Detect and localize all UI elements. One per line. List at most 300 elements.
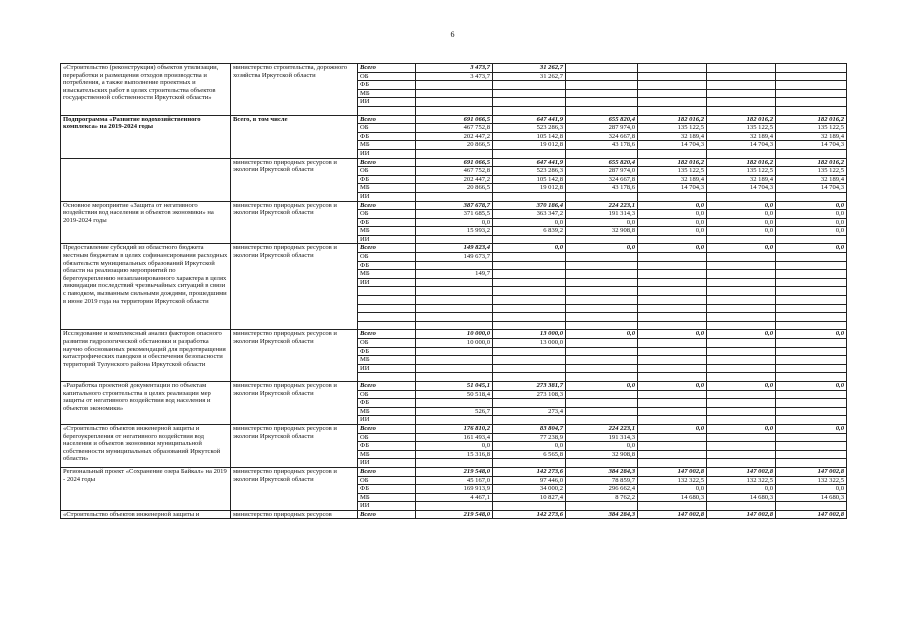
table-row — [61, 424, 847, 433]
amount-cell — [776, 347, 847, 356]
amount-cell: 0,0 — [776, 244, 847, 253]
funding-source: ФБ — [358, 81, 416, 90]
amount-cell — [638, 98, 707, 107]
amount-cell: 273 108,3 — [493, 390, 566, 399]
amount-cell: 0,0 — [707, 227, 776, 236]
amount-cell: 219 548,0 — [416, 467, 493, 476]
funding-source — [358, 373, 416, 382]
amount-cell: 0,0 — [707, 201, 776, 210]
amount-cell — [416, 81, 493, 90]
amount-cell — [776, 81, 847, 90]
amount-cell: 149,7 — [416, 270, 493, 279]
amount-cell: 142 273,6 — [493, 467, 566, 476]
amount-cell: 14 680,3 — [638, 493, 707, 502]
amount-cell — [776, 313, 847, 322]
funding-source: ИИ — [358, 364, 416, 373]
amount-cell — [493, 235, 566, 244]
activity-name: «Строительство объектов инженерной защиты и берегоукрепления от негативного воздействия вод населения и объектов экономики муниципальной собственности муниципальных образований Иркутской области» — [61, 424, 231, 467]
amount-cell — [776, 192, 847, 201]
amount-cell: 32 189,4 — [638, 175, 707, 184]
amount-cell — [776, 433, 847, 442]
amount-cell: 363 347,2 — [493, 210, 566, 219]
amount-cell — [566, 313, 638, 322]
amount-cell: 0,0 — [707, 330, 776, 339]
amount-cell: 191 314,3 — [566, 433, 638, 442]
amount-cell — [638, 89, 707, 98]
amount-cell — [566, 459, 638, 468]
amount-cell: 0,0 — [707, 244, 776, 253]
amount-cell — [707, 347, 776, 356]
amount-cell — [493, 278, 566, 287]
table-row — [61, 201, 847, 210]
amount-cell — [776, 390, 847, 399]
amount-cell — [566, 296, 638, 305]
amount-cell: 8 762,2 — [566, 493, 638, 502]
amount-cell — [776, 373, 847, 382]
amount-cell: 135 122,5 — [638, 167, 707, 176]
amount-cell: 0,0 — [776, 330, 847, 339]
activity-name: Региональный проект «Сохранение озера Байкал» на 2019 - 2024 годы — [61, 467, 231, 510]
amount-cell — [638, 321, 707, 330]
amount-cell — [566, 64, 638, 73]
amount-cell: 287 974,0 — [566, 167, 638, 176]
amount-cell — [707, 64, 776, 73]
amount-cell: 14 680,3 — [776, 493, 847, 502]
amount-cell — [638, 347, 707, 356]
amount-cell: 0,0 — [416, 218, 493, 227]
amount-cell — [416, 356, 493, 365]
amount-cell — [638, 149, 707, 158]
amount-cell: 0,0 — [638, 485, 707, 494]
amount-cell: 32 189,4 — [638, 132, 707, 141]
amount-cell — [638, 253, 707, 262]
amount-cell: 182 016,2 — [638, 115, 707, 124]
amount-cell: 202 447,2 — [416, 132, 493, 141]
funding-source: Всего — [358, 510, 416, 519]
table-row — [61, 244, 847, 253]
amount-cell — [566, 339, 638, 348]
amount-cell: 135 122,5 — [776, 124, 847, 133]
funding-source: ИИ — [358, 98, 416, 107]
amount-cell: 273,4 — [493, 407, 566, 416]
page-number: 6 — [450, 30, 455, 39]
amount-cell — [776, 304, 847, 313]
amount-cell — [638, 416, 707, 425]
amount-cell: 20 866,5 — [416, 184, 493, 193]
activity-name — [61, 158, 231, 201]
amount-cell — [566, 149, 638, 158]
amount-cell: 77 238,9 — [493, 433, 566, 442]
amount-cell: 147 002,8 — [776, 467, 847, 476]
amount-cell — [776, 72, 847, 81]
amount-cell: 169 913,9 — [416, 485, 493, 494]
amount-cell — [493, 81, 566, 90]
activity-name: «Строительство объектов инженерной защиты и — [61, 510, 231, 519]
amount-cell — [566, 287, 638, 296]
amount-cell: 50 518,4 — [416, 390, 493, 399]
funding-source: ОБ — [358, 339, 416, 348]
amount-cell: 132 322,5 — [707, 476, 776, 485]
table-row — [61, 467, 847, 476]
amount-cell: 105 142,8 — [493, 132, 566, 141]
amount-cell — [416, 347, 493, 356]
amount-cell — [776, 261, 847, 270]
amount-cell — [707, 407, 776, 416]
amount-cell: 14 704,3 — [638, 184, 707, 193]
amount-cell: 32 189,4 — [707, 132, 776, 141]
amount-cell — [566, 89, 638, 98]
amount-cell — [493, 347, 566, 356]
amount-cell — [707, 192, 776, 201]
amount-cell — [566, 253, 638, 262]
amount-cell: 13 000,0 — [493, 339, 566, 348]
funding-source — [358, 321, 416, 330]
amount-cell: 135 122,5 — [707, 124, 776, 133]
amount-cell — [776, 98, 847, 107]
amount-cell: 14 704,3 — [776, 141, 847, 150]
amount-cell: 3 473,7 — [416, 72, 493, 81]
amount-cell — [566, 390, 638, 399]
amount-cell — [776, 106, 847, 115]
amount-cell: 83 804,7 — [493, 424, 566, 433]
amount-cell — [416, 364, 493, 373]
amount-cell: 43 178,6 — [566, 184, 638, 193]
amount-cell: 20 866,5 — [416, 141, 493, 150]
amount-cell — [707, 235, 776, 244]
amount-cell: 14 704,3 — [707, 184, 776, 193]
amount-cell: 142 273,6 — [493, 510, 566, 519]
amount-cell: 691 066,5 — [416, 158, 493, 167]
amount-cell — [493, 106, 566, 115]
amount-cell: 0,0 — [707, 210, 776, 219]
amount-cell: 147 002,8 — [707, 467, 776, 476]
amount-cell: 14 704,3 — [638, 141, 707, 150]
amount-cell — [493, 296, 566, 305]
amount-cell — [566, 106, 638, 115]
funding-source: ФБ — [358, 485, 416, 494]
amount-cell — [776, 253, 847, 262]
funding-source: МБ — [358, 141, 416, 150]
amount-cell: 182 016,2 — [638, 158, 707, 167]
amount-cell: 147 002,8 — [638, 467, 707, 476]
amount-cell: 523 286,3 — [493, 124, 566, 133]
amount-cell: 31 262,7 — [493, 72, 566, 81]
funding-source — [358, 296, 416, 305]
table-row — [61, 381, 847, 390]
amount-cell — [707, 502, 776, 511]
amount-cell — [566, 356, 638, 365]
amount-cell — [493, 149, 566, 158]
amount-cell: 202 447,2 — [416, 175, 493, 184]
amount-cell — [707, 356, 776, 365]
amount-cell — [566, 321, 638, 330]
amount-cell: 149 823,4 — [416, 244, 493, 253]
amount-cell — [566, 373, 638, 382]
amount-cell: 655 820,4 — [566, 115, 638, 124]
amount-cell: 6 839,2 — [493, 227, 566, 236]
amount-cell: 387 678,7 — [416, 201, 493, 210]
amount-cell — [493, 270, 566, 279]
amount-cell — [638, 433, 707, 442]
amount-cell — [707, 416, 776, 425]
amount-cell — [638, 399, 707, 408]
amount-cell: 32 189,4 — [707, 175, 776, 184]
amount-cell — [707, 149, 776, 158]
executor: министерство строительства, дорожного хозяйства Иркутской области — [231, 64, 358, 116]
amount-cell: 691 066,5 — [416, 115, 493, 124]
amount-cell: 384 284,3 — [566, 467, 638, 476]
amount-cell — [638, 442, 707, 451]
amount-cell: 32 908,8 — [566, 227, 638, 236]
amount-cell: 132 322,5 — [776, 476, 847, 485]
amount-cell: 647 441,9 — [493, 158, 566, 167]
amount-cell — [776, 296, 847, 305]
amount-cell: 191 314,3 — [566, 210, 638, 219]
amount-cell — [493, 373, 566, 382]
amount-cell — [776, 278, 847, 287]
amount-cell — [776, 450, 847, 459]
amount-cell — [707, 313, 776, 322]
amount-cell: 182 016,2 — [707, 158, 776, 167]
amount-cell: 0,0 — [638, 227, 707, 236]
funding-source: ИИ — [358, 502, 416, 511]
executor: министерство природных ресурсов и экологии Иркутской области — [231, 381, 358, 424]
amount-cell — [638, 450, 707, 459]
amount-cell — [566, 347, 638, 356]
amount-cell — [707, 433, 776, 442]
amount-cell: 0,0 — [638, 210, 707, 219]
amount-cell: 10 000,0 — [416, 339, 493, 348]
amount-cell — [638, 278, 707, 287]
amount-cell — [566, 98, 638, 107]
activity-name: Предоставление субсидий из областного бюджета местным бюджетам в целях софинансирования расходных обязательств муниципальных образований Иркутской области на реализацию мероприятий по берегоукреплению незапланированного характера в целях ликвидации последствий чрезвычайных ситуаций в связи с паводком, вызванным сильными дождями, прошедшими в июне 2019 года на территории Иркутской области — [61, 244, 231, 330]
amount-cell — [707, 390, 776, 399]
executor: министерство природных ресурсов и экологии Иркутской области — [231, 467, 358, 510]
table-row — [61, 158, 847, 167]
amount-cell — [707, 450, 776, 459]
amount-cell — [638, 356, 707, 365]
amount-cell — [776, 149, 847, 158]
amount-cell — [416, 278, 493, 287]
amount-cell: 370 186,4 — [493, 201, 566, 210]
amount-cell: 15 993,2 — [416, 227, 493, 236]
amount-cell: 32 908,8 — [566, 450, 638, 459]
funding-source: ИИ — [358, 278, 416, 287]
amount-cell: 19 012,8 — [493, 141, 566, 150]
funding-source: ИИ — [358, 192, 416, 201]
amount-cell — [707, 106, 776, 115]
amount-cell — [638, 339, 707, 348]
amount-cell: 78 859,7 — [566, 476, 638, 485]
amount-cell — [493, 356, 566, 365]
amount-cell: 132 322,5 — [638, 476, 707, 485]
funding-source: ОБ — [358, 124, 416, 133]
amount-cell: 296 662,4 — [566, 485, 638, 494]
amount-cell — [707, 442, 776, 451]
funding-source: МБ — [358, 227, 416, 236]
amount-cell — [566, 364, 638, 373]
amount-cell: 324 667,8 — [566, 132, 638, 141]
funding-source: ОБ — [358, 476, 416, 485]
amount-cell — [776, 356, 847, 365]
amount-cell — [566, 261, 638, 270]
amount-cell: 0,0 — [638, 201, 707, 210]
funding-source: Всего — [358, 424, 416, 433]
amount-cell: 182 016,2 — [707, 115, 776, 124]
amount-cell: 149 673,7 — [416, 253, 493, 262]
amount-cell: 647 441,9 — [493, 115, 566, 124]
amount-cell — [707, 287, 776, 296]
amount-cell — [638, 64, 707, 73]
amount-cell — [707, 261, 776, 270]
amount-cell: 32 189,4 — [776, 132, 847, 141]
funding-source: Всего — [358, 467, 416, 476]
amount-cell: 0,0 — [493, 218, 566, 227]
funding-source: ОБ — [358, 390, 416, 399]
amount-cell — [566, 278, 638, 287]
amount-cell — [416, 235, 493, 244]
activity-name: Основное мероприятие «Защита от негативного воздействия вод населения и объектов экономики» на 2019-2024 годы — [61, 201, 231, 244]
funding-source: ОБ — [358, 253, 416, 262]
amount-cell — [707, 304, 776, 313]
amount-cell: 51 045,1 — [416, 381, 493, 390]
amount-cell: 14 704,3 — [707, 141, 776, 150]
amount-cell: 0,0 — [566, 442, 638, 451]
amount-cell — [493, 459, 566, 468]
amount-cell — [707, 270, 776, 279]
amount-cell — [638, 270, 707, 279]
amount-cell — [707, 89, 776, 98]
table-row — [61, 510, 847, 519]
funding-source: МБ — [358, 89, 416, 98]
table-row — [61, 115, 847, 124]
amount-cell: 13 000,0 — [493, 330, 566, 339]
executor: министерство природных ресурсов — [231, 510, 358, 519]
amount-cell: 135 122,5 — [776, 167, 847, 176]
activity-name: «Разработка проектной документации по объектам капитального строительства в целях реализации мер защиты от негативного воздействия вод населения и объектов экономики» — [61, 381, 231, 424]
amount-cell: 0,0 — [638, 424, 707, 433]
amount-cell: 0,0 — [707, 485, 776, 494]
amount-cell: 105 142,8 — [493, 175, 566, 184]
amount-cell: 384 284,3 — [566, 510, 638, 519]
amount-cell — [416, 313, 493, 322]
funding-source: ФБ — [358, 347, 416, 356]
funding-source — [358, 106, 416, 115]
funding-source: МБ — [358, 356, 416, 365]
amount-cell: 224 223,1 — [566, 201, 638, 210]
funding-source: Всего — [358, 381, 416, 390]
amount-cell: 655 820,4 — [566, 158, 638, 167]
funding-source: МБ — [358, 407, 416, 416]
funding-source: МБ — [358, 450, 416, 459]
amount-cell: 0,0 — [707, 218, 776, 227]
amount-cell: 10 827,4 — [493, 493, 566, 502]
amount-cell — [776, 270, 847, 279]
amount-cell — [416, 89, 493, 98]
amount-cell — [566, 399, 638, 408]
amount-cell — [776, 287, 847, 296]
amount-cell — [776, 416, 847, 425]
amount-cell: 176 810,2 — [416, 424, 493, 433]
amount-cell: 135 122,5 — [638, 124, 707, 133]
amount-cell: 10 000,0 — [416, 330, 493, 339]
amount-cell — [493, 304, 566, 313]
amount-cell — [416, 192, 493, 201]
amount-cell: 32 189,4 — [776, 175, 847, 184]
amount-cell — [493, 98, 566, 107]
amount-cell — [638, 192, 707, 201]
funding-source: ФБ — [358, 399, 416, 408]
executor: министерство природных ресурсов и экологии Иркутской области — [231, 424, 358, 467]
amount-cell: 0,0 — [776, 381, 847, 390]
funding-source: ИИ — [358, 459, 416, 468]
amount-cell — [493, 502, 566, 511]
amount-cell — [776, 321, 847, 330]
funding-source: Всего — [358, 158, 416, 167]
executor: министерство природных ресурсов и экологии Иркутской области — [231, 201, 358, 244]
amount-cell — [566, 192, 638, 201]
funding-source: ФБ — [358, 218, 416, 227]
amount-cell — [707, 98, 776, 107]
amount-cell — [416, 373, 493, 382]
amount-cell — [638, 106, 707, 115]
amount-cell: 287 974,0 — [566, 124, 638, 133]
funding-source: ФБ — [358, 132, 416, 141]
amount-cell — [776, 89, 847, 98]
amount-cell: 0,0 — [776, 424, 847, 433]
amount-cell — [638, 287, 707, 296]
amount-cell: 467 752,8 — [416, 124, 493, 133]
amount-cell — [566, 81, 638, 90]
amount-cell — [493, 253, 566, 262]
amount-cell — [776, 459, 847, 468]
amount-cell — [416, 287, 493, 296]
amount-cell: 371 685,5 — [416, 210, 493, 219]
amount-cell — [416, 321, 493, 330]
funding-source: ИИ — [358, 416, 416, 425]
amount-cell — [776, 442, 847, 451]
funding-source: ИИ — [358, 235, 416, 244]
amount-cell — [707, 373, 776, 382]
amount-cell: 0,0 — [566, 330, 638, 339]
amount-cell: 324 667,8 — [566, 175, 638, 184]
amount-cell: 0,0 — [638, 381, 707, 390]
amount-cell: 0,0 — [493, 244, 566, 253]
funding-source — [358, 313, 416, 322]
amount-cell — [707, 81, 776, 90]
amount-cell — [493, 261, 566, 270]
amount-cell: 467 752,8 — [416, 167, 493, 176]
amount-cell: 4 467,1 — [416, 493, 493, 502]
amount-cell — [638, 72, 707, 81]
amount-cell — [776, 235, 847, 244]
amount-cell — [416, 296, 493, 305]
executor: министерство природных ресурсов и экологии Иркутской области — [231, 330, 358, 382]
funding-source: ФБ — [358, 261, 416, 270]
amount-cell — [416, 502, 493, 511]
amount-cell — [493, 313, 566, 322]
amount-cell — [638, 81, 707, 90]
activity-name: «Строительство (реконструкция) объектов утилизации, переработки и размещения отходов производства и потребления, а также выполнение проектных и изыскательских работ в целях строительства объектов государственной собственности Иркутской области» — [61, 64, 231, 116]
funding-source: Всего — [358, 244, 416, 253]
amount-cell: 0,0 — [638, 244, 707, 253]
executor: министерство природных ресурсов и экологии Иркутской области — [231, 158, 358, 201]
amount-cell: 0,0 — [638, 218, 707, 227]
amount-cell — [493, 192, 566, 201]
amount-cell: 273 381,7 — [493, 381, 566, 390]
amount-cell: 0,0 — [493, 442, 566, 451]
funding-source: Всего — [358, 64, 416, 73]
